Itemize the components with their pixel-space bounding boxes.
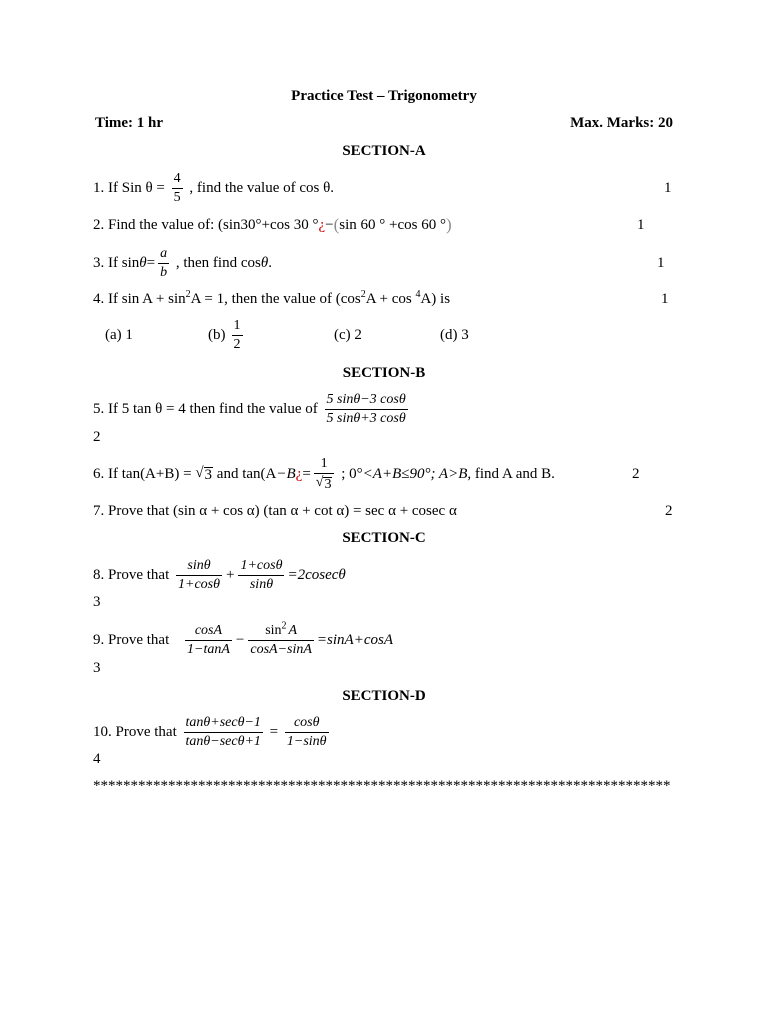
- test-title-text: Practice Test – Trigonometry: [291, 88, 477, 104]
- fraction-numerator: 1: [232, 318, 243, 336]
- fraction-denominator: sinθ: [249, 576, 274, 592]
- option-b: [208, 315, 246, 355]
- fraction: [185, 623, 232, 658]
- question-text: 10. Prove that: [93, 724, 181, 740]
- section-heading-text: SECTION-B: [342, 365, 426, 381]
- math-expression: <A+B≤90°; A>B: [362, 466, 468, 482]
- fraction-numerator: cosθ: [285, 715, 329, 733]
- exponent: 2: [185, 289, 191, 300]
- math-variable: θ: [139, 255, 147, 271]
- question-text-part: A) is: [420, 291, 451, 307]
- radicand: 3: [324, 477, 332, 492]
- option-label: (d) 3: [440, 327, 469, 343]
- fraction-numerator: a: [158, 246, 169, 264]
- section-b-heading: [0, 353, 768, 393]
- question-text-part: A = 1, then the value of (cos: [190, 291, 361, 307]
- exponent: 2: [281, 619, 287, 631]
- fraction-denominator: cosA−sinA: [250, 641, 312, 657]
- question-text: 3. If sin: [93, 255, 140, 271]
- fraction-numerator: tanθ+secθ−1: [184, 715, 263, 733]
- stray-glyph: ¿: [318, 217, 326, 233]
- stray-glyph: ¿: [295, 466, 303, 482]
- fraction: [314, 456, 335, 492]
- fraction: [176, 558, 222, 593]
- question-5: [93, 389, 411, 429]
- exponent: 2: [360, 289, 366, 300]
- question-text: 8. Prove that: [93, 567, 173, 583]
- minus-sign: −: [325, 217, 334, 233]
- question-9: [93, 620, 393, 660]
- question-text: and tan(A: [213, 466, 277, 482]
- question-text-part: A + cos: [365, 291, 416, 307]
- section-a-heading: [0, 131, 768, 171]
- question-text: , then find cos: [172, 255, 261, 271]
- fraction-denominator: [314, 474, 335, 492]
- fraction-numerator: 1: [314, 456, 335, 474]
- max-marks: Max. Marks: 20: [570, 115, 673, 131]
- radical-sign: √: [195, 465, 204, 481]
- section-heading-text: SECTION-C: [342, 530, 426, 546]
- question-text: 9. Prove that: [93, 632, 173, 648]
- question-text: 5. If 5 tan θ = 4 then find the value of: [93, 401, 322, 417]
- fraction: [248, 619, 314, 658]
- option-label: (b): [208, 327, 226, 343]
- section-heading-text: SECTION-A: [342, 143, 426, 159]
- asterisk-divider: [93, 766, 671, 806]
- question-8-marks: 3: [93, 593, 101, 610]
- square-root: [195, 465, 213, 483]
- fraction: [238, 558, 284, 593]
- fraction: [184, 715, 263, 750]
- fraction-denominator: tanθ−secθ+1: [185, 733, 261, 749]
- math-variable: A: [288, 622, 298, 638]
- fraction-numerator: 5 sinθ−3 cosθ: [325, 392, 408, 410]
- question-9-marks: 3: [93, 659, 101, 676]
- fraction-numerator: sinθ: [176, 558, 222, 576]
- option-label: (c) 2: [334, 327, 362, 343]
- fraction-denominator: 1−tanA: [187, 641, 230, 657]
- question-10-marks: 4: [93, 750, 101, 767]
- fraction: [158, 246, 169, 281]
- radicand: 3: [204, 467, 213, 483]
- close-paren: ): [445, 215, 452, 234]
- section-heading-text: SECTION-D: [342, 688, 426, 704]
- minus-sign: −: [235, 632, 245, 648]
- function-name: sin: [265, 622, 282, 638]
- question-text: 6. If tan(A+B) =: [93, 466, 196, 482]
- fraction-denominator: 5: [173, 189, 181, 205]
- fraction-denominator: 2: [233, 336, 241, 352]
- question-text: 1. If Sin θ =: [93, 180, 169, 196]
- equals-sign: =: [146, 255, 156, 271]
- radical-sign: √: [315, 475, 324, 490]
- question-text: , find the value of cos θ.: [185, 180, 335, 196]
- question-6: [93, 454, 555, 494]
- right-hand-side: =sinA+cosA: [316, 632, 393, 648]
- question-text-part: 4. If sin A + sin: [93, 291, 186, 307]
- open-paren: (: [333, 215, 340, 234]
- question-1: [93, 168, 334, 208]
- question-3: [93, 243, 272, 283]
- question-text: [93, 290, 450, 308]
- plus-sign: +: [226, 567, 235, 583]
- fraction-numerator: [248, 619, 314, 641]
- question-text: 7. Prove that (sin α + cos α) (tan α + cot α) = sec α + cosec α: [93, 503, 457, 519]
- question-6-marks: 2: [632, 465, 640, 482]
- fraction: [325, 392, 408, 427]
- fraction: [285, 715, 329, 750]
- option-d: [440, 315, 469, 355]
- fraction: [172, 171, 183, 206]
- section-d-heading: [0, 676, 768, 716]
- divider-text: *****************************************************************************: [93, 778, 671, 794]
- fraction-numerator: 4: [172, 171, 183, 189]
- square-root: [316, 475, 333, 492]
- fraction-numerator: cosA: [185, 623, 232, 641]
- question-text: 2. Find the value of:: [93, 217, 218, 233]
- equals-sign: =: [265, 724, 282, 740]
- fraction-numerator: 1+cosθ: [238, 558, 284, 576]
- fraction: [232, 318, 243, 353]
- question-4-marks: 1: [661, 290, 669, 307]
- question-text: .: [268, 255, 272, 271]
- question-2-marks: 1: [637, 216, 645, 233]
- question-2: [93, 205, 452, 245]
- math-variable: θ: [260, 255, 269, 271]
- question-4: [93, 279, 450, 319]
- fraction-denominator: 1−sinθ: [286, 733, 327, 749]
- fraction-denominator: 1+cosθ: [178, 576, 220, 592]
- time-limit: Time: 1 hr: [95, 115, 164, 131]
- option-label: (a) 1: [105, 327, 133, 343]
- question-10: [93, 712, 332, 752]
- math-expression: −B: [276, 466, 296, 482]
- fraction-denominator: 5 sinθ+3 cosθ: [326, 410, 406, 426]
- fraction-denominator: b: [160, 264, 168, 280]
- exponent: 4: [415, 289, 421, 300]
- question-text: , find A and B.: [467, 466, 555, 482]
- question-text: ; 0°: [337, 466, 363, 482]
- right-hand-side: =2cosecθ: [287, 567, 346, 583]
- math-expression: (sin30°+cos 30 °: [217, 217, 319, 233]
- section-c-heading: [0, 518, 768, 558]
- question-5-marks: 2: [93, 428, 101, 445]
- option-a: [105, 315, 133, 355]
- question-3-marks: 1: [657, 254, 665, 271]
- equals-sign: =: [302, 466, 311, 482]
- math-expression: sin 60 ° +cos 60 °: [339, 217, 446, 233]
- option-c: [334, 315, 362, 355]
- question-7-marks: 2: [665, 502, 673, 519]
- question-1-marks: 1: [664, 179, 672, 196]
- question-8: [93, 555, 346, 595]
